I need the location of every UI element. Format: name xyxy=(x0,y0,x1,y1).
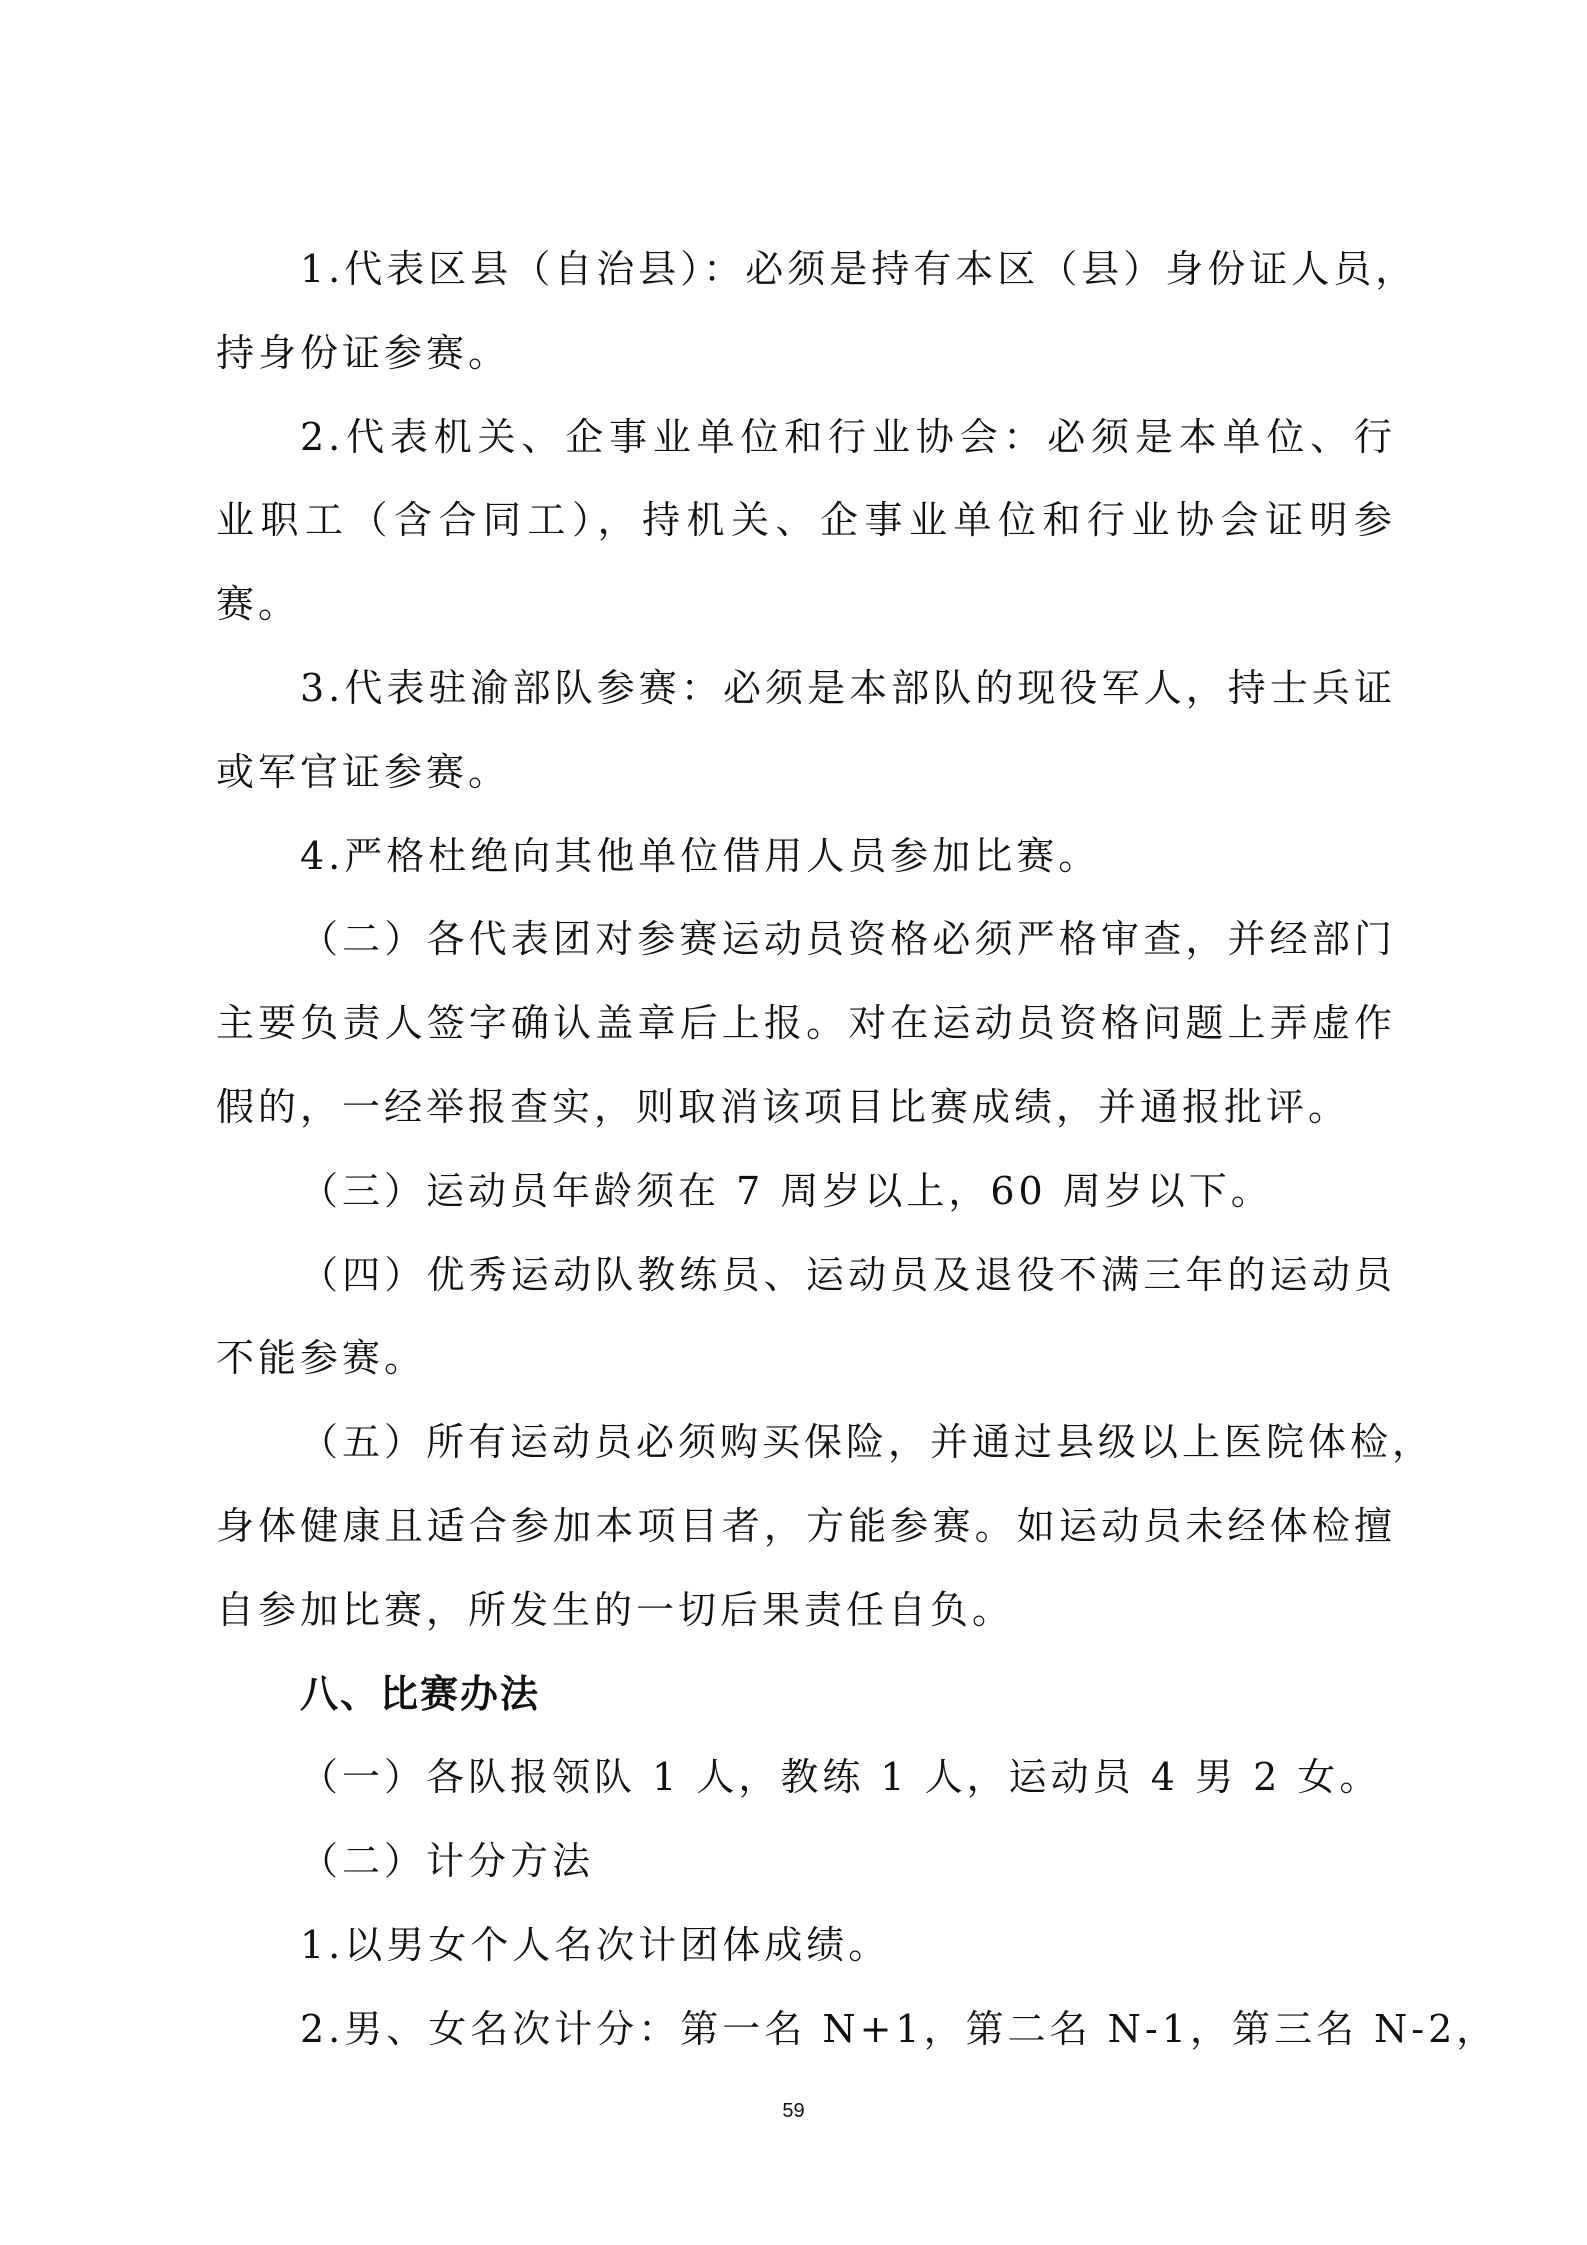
paragraph-line: 2.代表机关、企事业单位和行业协会：必须是本单位、行 xyxy=(300,414,1396,459)
document-body xyxy=(216,228,1499,2072)
paragraph-line: 4.严格杜绝向其他单位借用人员参加比赛。 xyxy=(300,833,1101,878)
paragraph-line: 身体健康且适合参加本项目者，方能参赛。如运动员未经体检擅 xyxy=(216,1503,1396,1548)
paragraph-line: 假的，一经举报查实，则取消该项目比赛成绩，并通报批评。 xyxy=(216,1084,1351,1129)
paragraph-line: 自参加比赛，所发生的一切后果责任自负。 xyxy=(216,1587,1015,1632)
section-heading: 八、比赛办法 xyxy=(300,1671,541,1716)
paragraph-line: （四）优秀运动队教练员、运动员及退役不满三年的运动员 xyxy=(300,1252,1396,1297)
page-number: 59 xyxy=(782,2100,805,2122)
subsection-heading: （二）计分方法 xyxy=(300,1839,595,1884)
paragraph-line: 3.代表驻渝部队参赛：必须是本部队的现役军人，持士兵证 xyxy=(300,665,1396,710)
paragraph-line: 赛。 xyxy=(216,582,301,627)
paragraph-line: 不能参赛。 xyxy=(216,1336,427,1381)
paragraph-line: 持身份证参赛。 xyxy=(216,330,511,375)
paragraph-line: （一）各队报领队 1 人，教练 1 人，运动员 4 男 2 女。 xyxy=(300,1755,1382,1800)
paragraph-line: 业职工（含合同工），持机关、企事业单位和行业协会证明参 xyxy=(216,498,1396,543)
paragraph-line: （二）各代表团对参赛运动员资格必须严格审查，并经部门 xyxy=(300,917,1396,962)
paragraph-line: （五）所有运动员必须购买保险，并通过县级以上医院体检， xyxy=(300,1420,1435,1465)
paragraph-line: 1.以男女个人名次计团体成绩。 xyxy=(300,1922,891,1967)
paragraph-line: 主要负责人签字确认盖章后上报。对在运动员资格问题上弄虚作 xyxy=(216,1001,1396,1046)
paragraph-line: 1.代表区县（自治县）：必须是持有本区（县）身份证人员， xyxy=(300,247,1418,291)
paragraph-line: 或军官证参赛。 xyxy=(216,749,511,794)
paragraph-line: 2.男、女名次计分：第一名 N+1，第二名 N-1，第三名 N-2， xyxy=(300,2006,1499,2051)
paragraph-line: （三）运动员年龄须在 7 周岁以上，60 周岁以下。 xyxy=(300,1168,1273,1213)
